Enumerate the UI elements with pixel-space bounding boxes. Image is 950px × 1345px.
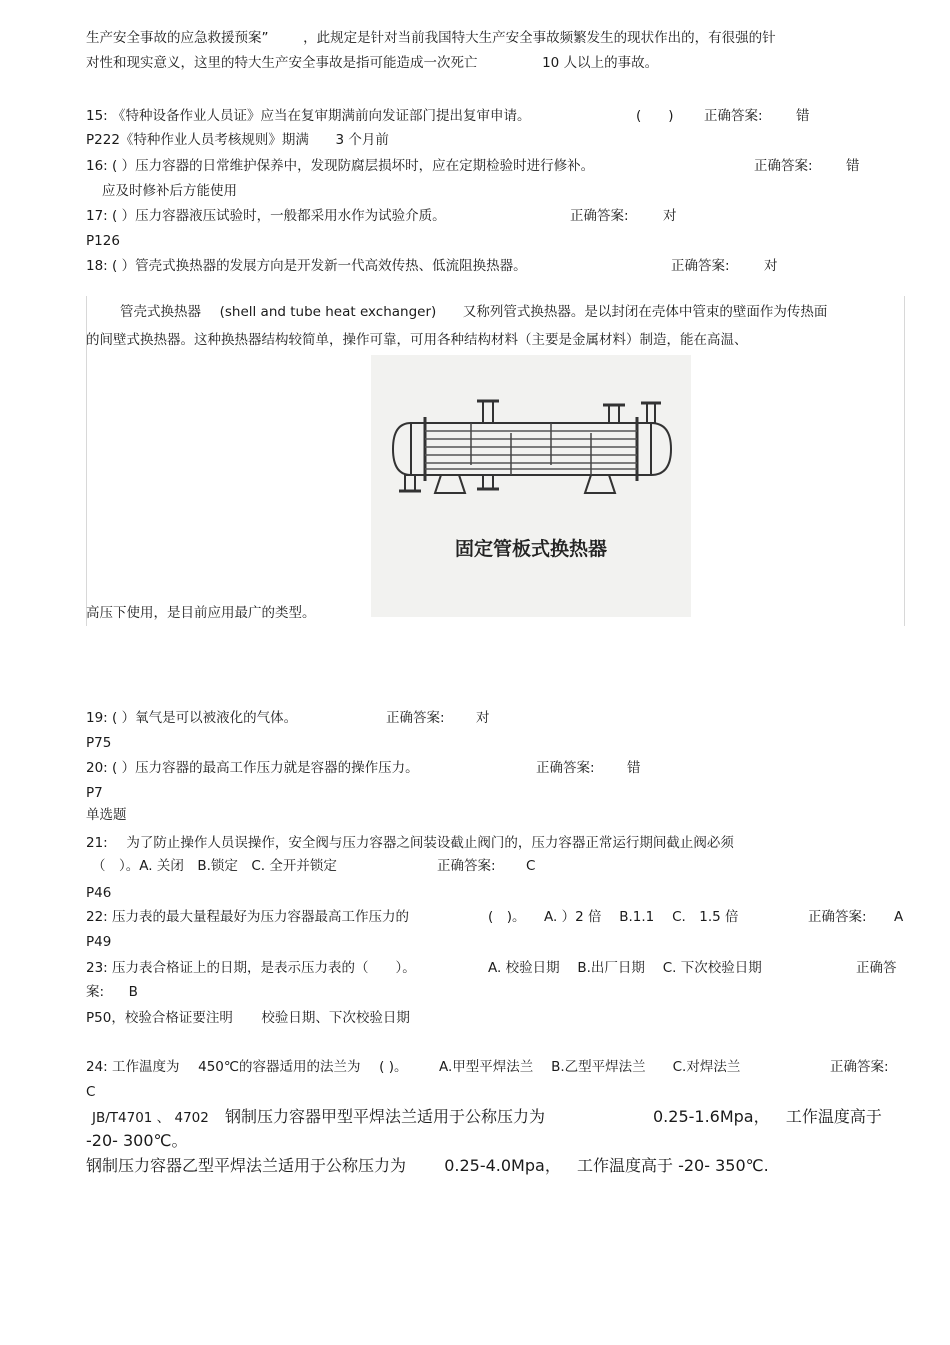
reference: P46 — [86, 885, 112, 901]
intro-text: 对性和现实意义，这里的特大生产安全事故是指可能造成一次死亡 — [86, 55, 478, 71]
question-24 — [86, 1058, 407, 1076]
answer-label-text: 正确答案: — [754, 158, 813, 174]
reference-note — [86, 131, 389, 149]
question-text: ( ）压力容器的最高工作压力就是容器的操作压力。 — [112, 760, 419, 776]
flange-text: 钢制压力容器甲型平焊法兰适用于公称压力为 — [225, 1107, 546, 1126]
question-22-options — [544, 908, 739, 926]
reference: P49 — [86, 934, 112, 950]
question-21-options — [92, 857, 337, 875]
question-19 — [86, 709, 297, 727]
answer-label — [386, 709, 445, 727]
answer-value — [526, 857, 535, 875]
excerpt-frame-right — [904, 296, 905, 626]
intro-text: 生产安全事故的应急救援预案” — [86, 30, 269, 46]
question-number: 19: — [86, 710, 108, 726]
answer-label — [830, 1058, 889, 1076]
answer: 错 — [627, 760, 641, 776]
answer: C — [526, 858, 536, 874]
question-number: 15: — [86, 108, 108, 124]
question-number: 16: — [86, 158, 108, 174]
options: A.甲型平焊法兰 B.乙型平焊法兰 C.对焊法兰 — [439, 1059, 741, 1075]
heat-exchanger-drawing — [371, 355, 691, 617]
reference-note — [86, 232, 120, 250]
nozzle-top — [647, 403, 655, 423]
answer-value — [663, 207, 677, 225]
answer: 错 — [846, 158, 860, 174]
excerpt-text: 管壳式换热器 — [120, 304, 201, 320]
answer: A — [894, 909, 904, 925]
question-24-options — [439, 1058, 740, 1076]
reference-note — [86, 884, 111, 902]
question-number: 20: — [86, 760, 108, 776]
answer-value — [627, 759, 641, 777]
section-heading — [86, 806, 127, 824]
reference-note — [86, 1009, 410, 1027]
answer: B — [128, 984, 138, 1000]
pressure-range: 0.25-4.0Mpa， — [444, 1156, 561, 1175]
question-20 — [86, 759, 419, 777]
answer-value — [764, 257, 778, 275]
answer-label — [856, 959, 897, 977]
flange-note-1-range — [653, 1106, 882, 1128]
answer-label-text: 正确答案: — [437, 858, 496, 874]
excerpt-line-2 — [86, 331, 748, 349]
intro-text: 10 人以上的事故。 — [542, 55, 659, 71]
intro-line-2 — [86, 54, 658, 72]
left-head — [393, 423, 411, 475]
question-text: 《特种设备作业人员证》应当在复审期满前向发证部门提出复审申请。 — [112, 108, 531, 124]
answer-label — [536, 759, 595, 777]
answer-label — [671, 257, 730, 275]
question-number: 17: — [86, 208, 108, 224]
nozzle-bottom — [405, 475, 415, 491]
question-text: 工作温度为 — [112, 1059, 180, 1075]
flange-text: 工作温度高于 — [785, 1107, 882, 1126]
question-number: 23: — [86, 960, 108, 976]
reference: 3 个月前 — [335, 132, 389, 148]
excerpt-text: (shell and tube heat exchanger) — [219, 304, 437, 320]
options: （ ）。A. 关闭 B.锁定 C. 全开并锁定 — [92, 858, 337, 874]
intro-text: ，此规定是针对当前我国特大生产安全事故频繁发生的现状作出的，有很强的针 — [303, 30, 776, 46]
reference: P7 — [86, 785, 103, 801]
paren: ( ) — [636, 108, 674, 124]
heat-exchanger-figure — [371, 355, 691, 617]
reference: P222《特种作业人员考核规则》期满 — [86, 132, 309, 148]
question-23 — [86, 959, 416, 977]
question-text: 为了防止操作人员误操作，安全阀与压力容器之间装设截止阀门的，压力容器正常运行期间截止阀必须 — [126, 835, 734, 851]
options: A. 校验日期 B.出厂日期 C. 下次校验日期 — [488, 960, 762, 976]
nozzle-top — [609, 405, 619, 423]
answer-label-text: 正确答案: — [570, 208, 629, 224]
answer-value — [796, 107, 810, 125]
pressure-range: 0.25-1.6Mpa， — [653, 1107, 770, 1126]
flange-note-1 — [92, 1106, 545, 1129]
question-number: 18: — [86, 258, 108, 274]
intro-line-1 — [86, 29, 776, 47]
answer-label-text: 正确答案: — [536, 760, 595, 776]
excerpt-line-3 — [86, 604, 316, 622]
answer-label — [570, 207, 629, 225]
reference-note — [86, 933, 111, 951]
answer-label-text: 正确答 — [856, 960, 897, 976]
answer-value — [894, 908, 903, 926]
section-title: 单选题 — [86, 807, 127, 823]
answer-label — [754, 157, 813, 175]
question-15 — [86, 107, 531, 125]
excerpt-text: 高压下使用，是目前应用最广的类型。 — [86, 605, 316, 621]
paren: ( )。 — [488, 909, 526, 925]
reference: P126 — [86, 233, 120, 249]
answer-label-text: 案: — [86, 984, 105, 1000]
reference: 校验日期、下次校验日期 — [261, 1010, 410, 1026]
answer-label-cont — [86, 983, 138, 1001]
reference-note — [86, 784, 103, 802]
answer-label — [437, 857, 496, 875]
answer-label-text: 正确答案: — [704, 108, 763, 124]
nozzle-top — [483, 401, 493, 423]
question-16 — [86, 157, 594, 175]
question-number: 24: — [86, 1059, 108, 1075]
standard-code: JB/T4701 、 4702 — [92, 1110, 209, 1126]
answer-paren — [488, 908, 526, 926]
answer-label — [704, 107, 763, 125]
question-text: 压力表合格证上的日期，是表示压力表的（ ）。 — [112, 960, 416, 976]
answer-value — [476, 709, 490, 727]
flange-text: 钢制压力容器乙型平焊法兰适用于公称压力为 — [86, 1156, 407, 1175]
question-18 — [86, 257, 527, 275]
answer-label-text: 正确答案: — [808, 909, 867, 925]
flange-note-2 — [86, 1155, 769, 1177]
reference-note — [102, 182, 237, 200]
temperature-range: 工作温度高于 -20- 350℃. — [577, 1156, 769, 1175]
flange-note-1-temp — [86, 1130, 188, 1152]
options: A. ）2 倍 B.1.1 C. 1.5 倍 — [544, 909, 739, 925]
question-17 — [86, 207, 446, 225]
answer: 对 — [476, 710, 490, 726]
question-text: ( ）氧气是可以被液化的气体。 — [112, 710, 298, 726]
answer-value — [86, 1083, 95, 1101]
reference: P50，校验合格证要注明 — [86, 1010, 233, 1026]
answer-label — [808, 908, 867, 926]
answer: 错 — [796, 108, 810, 124]
excerpt-text: 又称列管式换热器。是以封闭在壳体中管束的壁面作为传热面 — [462, 304, 828, 320]
excerpt-text: 的间壁式换热器。这种换热器结构较简单，操作可靠，可用各种结构材料（主要是金属材料）制造，能在高温、 — [86, 332, 748, 348]
question-text: ( ）压力容器液压试验时，一般都采用水作为试验介质。 — [112, 208, 446, 224]
answer-label-text: 正确答案: — [386, 710, 445, 726]
answer-label-text: 正确答案: — [830, 1059, 889, 1075]
temperature-range: -20- 300℃。 — [86, 1131, 188, 1150]
figure-caption: 固定管板式换热器 — [454, 538, 608, 560]
reference-note — [86, 734, 111, 752]
question-text: 450℃的容器适用的法兰为 — [198, 1059, 361, 1075]
question-21 — [86, 834, 734, 852]
answer: 对 — [764, 258, 778, 274]
question-text: 压力表的最大量程最好为压力容器最高工作压力的 — [112, 909, 410, 925]
answer: 对 — [663, 208, 677, 224]
question-22 — [86, 908, 409, 926]
answer-paren — [636, 107, 674, 125]
note: 应及时修补后方能使用 — [102, 183, 237, 199]
reference: P75 — [86, 735, 112, 751]
tube-bundle — [425, 431, 637, 469]
support-saddle — [585, 475, 615, 493]
answer-value — [846, 157, 860, 175]
nozzle-bottom — [483, 475, 493, 489]
question-number: 21: — [86, 835, 108, 851]
support-saddle — [435, 475, 465, 493]
question-text: ( ）管壳式换热器的发展方向是开发新一代高效传热、低流阻换热器。 — [112, 258, 527, 274]
question-23-options — [488, 959, 762, 977]
right-head — [651, 423, 671, 475]
excerpt-line-1 — [120, 303, 827, 321]
answer: C — [86, 1084, 96, 1100]
question-number: 22: — [86, 909, 108, 925]
answer-label-text: 正确答案: — [671, 258, 730, 274]
paren: ( )。 — [379, 1059, 408, 1075]
question-text: ( ）压力容器的日常维护保养中，发现防腐层损坏时，应在定期检验时进行修补。 — [112, 158, 595, 174]
